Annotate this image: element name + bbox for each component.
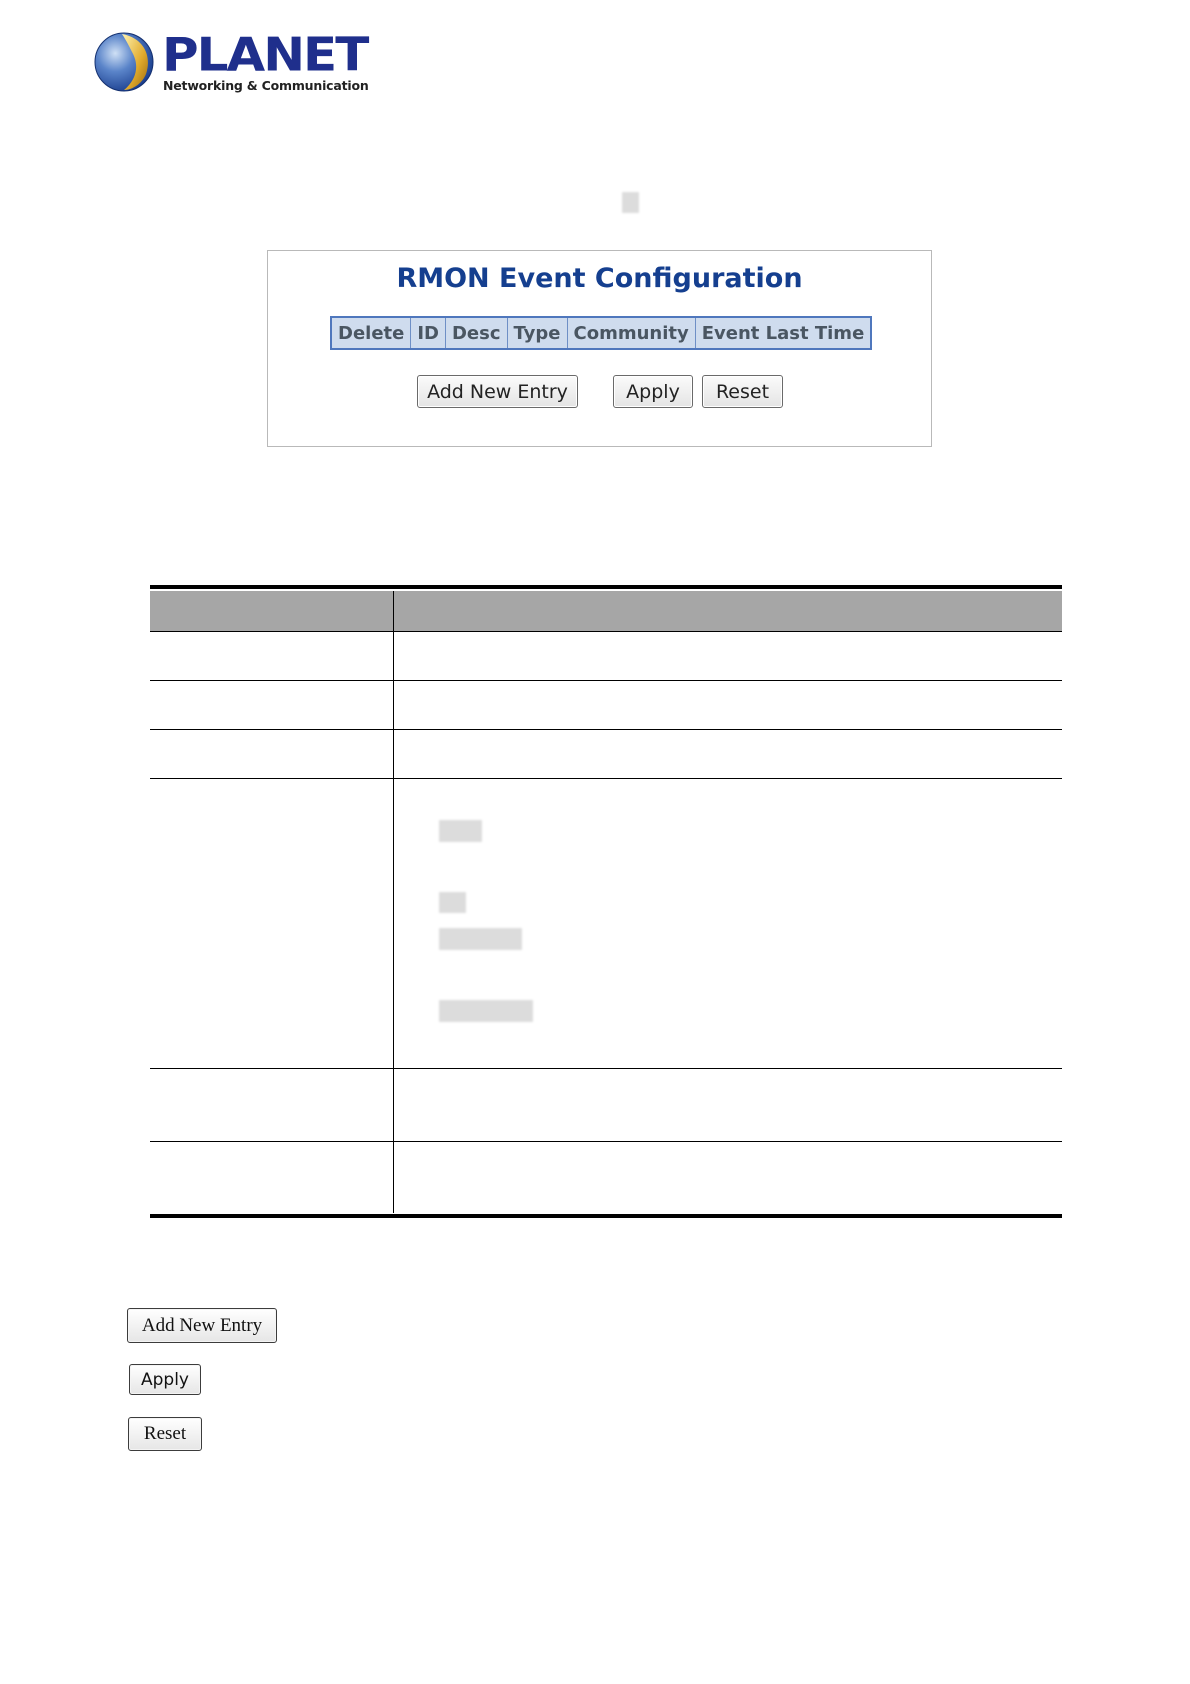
row-divider xyxy=(150,729,1062,730)
logo-tagline: Networking & Communication xyxy=(163,78,369,93)
column-separator xyxy=(393,591,394,1213)
row-divider xyxy=(150,631,1062,632)
legend-reset-button[interactable]: Reset xyxy=(128,1417,202,1451)
table-header xyxy=(150,591,1062,631)
apply-button[interactable]: Apply xyxy=(613,375,693,408)
reset-button[interactable]: Reset xyxy=(702,375,783,408)
row-divider xyxy=(150,1141,1062,1142)
column-header-delete: Delete xyxy=(332,318,410,348)
globe-logo-icon xyxy=(92,28,156,94)
column-header-event-last-time: Event Last Time xyxy=(695,318,871,348)
event-table xyxy=(330,316,872,350)
table-header-row xyxy=(332,318,870,348)
rmon-event-config-panel xyxy=(267,250,932,447)
redacted-option xyxy=(439,1000,533,1022)
logo-wordmark: PLANET xyxy=(162,28,368,82)
row-divider xyxy=(150,680,1062,681)
legend-add-new-entry-button[interactable]: Add New Entry xyxy=(127,1308,277,1343)
table-bottom-rule xyxy=(150,1214,1062,1218)
table-top-rule xyxy=(150,585,1062,589)
page-title: RMON Event Configuration xyxy=(396,263,803,294)
row-divider xyxy=(150,778,1062,779)
add-new-entry-button[interactable]: Add New Entry xyxy=(417,375,578,408)
column-header-desc: Desc xyxy=(445,318,507,348)
planet-logo xyxy=(92,28,369,98)
redacted-option xyxy=(439,928,522,950)
column-header-id: ID xyxy=(410,318,445,348)
row-divider xyxy=(150,1068,1062,1069)
legend-apply-button[interactable]: Apply xyxy=(129,1364,201,1395)
redacted-option xyxy=(439,820,482,842)
column-header-community: Community xyxy=(567,318,695,348)
redacted-option xyxy=(439,892,466,913)
redacted-text xyxy=(622,192,639,213)
description-table xyxy=(150,585,1062,1219)
column-header-type: Type xyxy=(507,318,567,348)
